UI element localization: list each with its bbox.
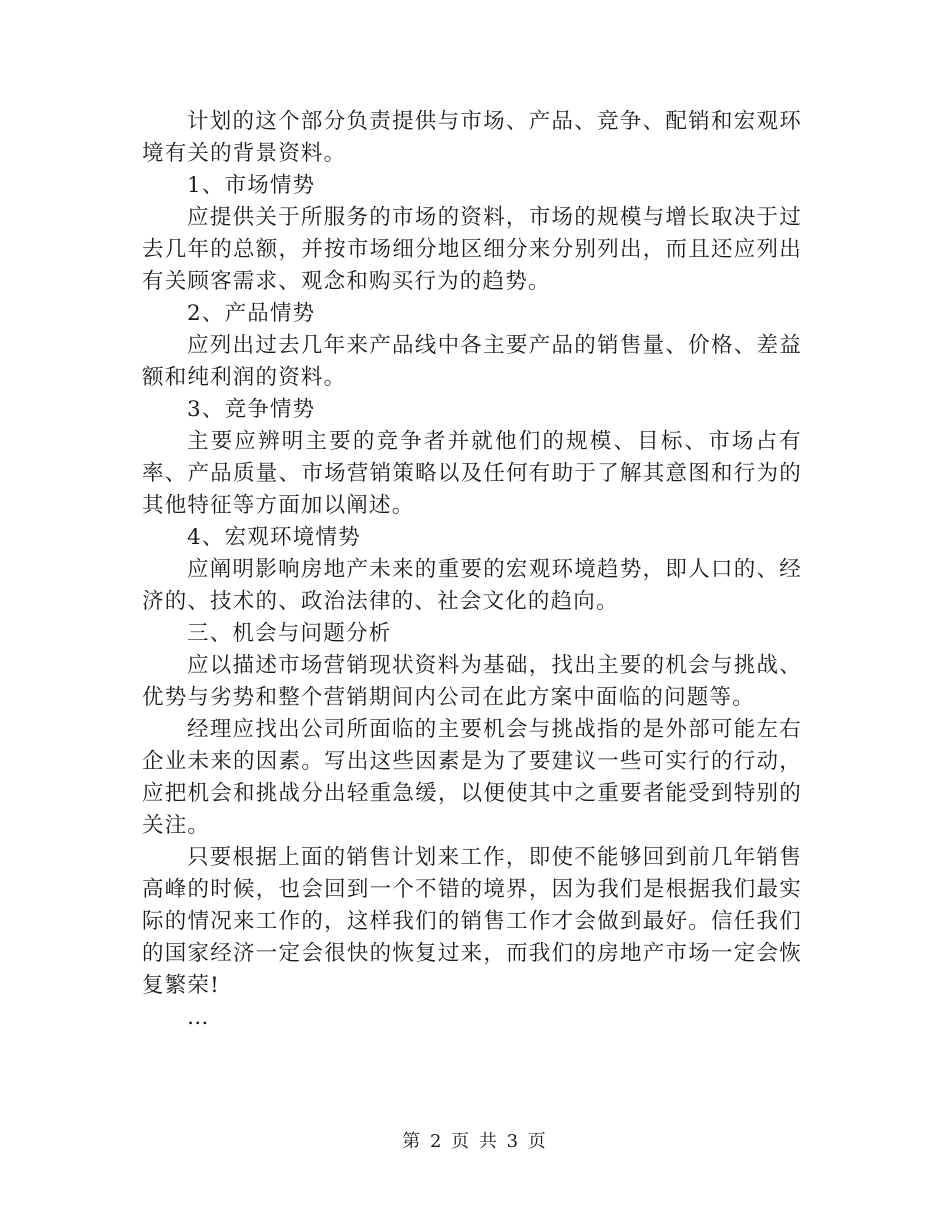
- paragraph-conclusion: 只要根据上面的销售计划来工作，即使不能够回到前几年销售高峰的时候，也会回到一个不错的境界，因为我们是根据我们最实际的情况来工作的，这样我们的销售工作才会做到最好。信任我们的国家经济一定会很快的恢复过来，而我们的房地产市场一定会恢复繁荣!: [142, 845, 802, 998]
- heading-opportunity-analysis: 三、机会与问题分析: [187, 621, 392, 646]
- paragraph-product-situation: 应列出过去几年来产品线中各主要产品的销售量、价格、差益额和纯利润的资料。: [142, 333, 802, 390]
- heading-market-situation: 1、市场情势: [187, 173, 316, 198]
- paragraph-competition-situation: 主要应辨明主要的竞争者并就他们的规模、目标、市场占有率、产品质量、市场营销策略以及任何有助于了解其意图和行为的其他特征等方面加以阐述。: [142, 429, 802, 518]
- paragraph-intro: 计划的这个部分负责提供与市场、产品、竞争、配销和宏观环境有关的背景资料。: [142, 109, 802, 166]
- heading-competition-situation: 3、竞争情势: [187, 397, 316, 422]
- paragraph-opportunity-analysis: 应以描述市场营销现状资料为基础，找出主要的机会与挑战、优势与劣势和整个营销期间内公司在此方案中面临的问题等。: [142, 653, 802, 710]
- document-body: [142, 106, 802, 1034]
- heading-macro-environment: 4、宏观环境情势: [187, 525, 361, 550]
- paragraph-manager-factors: 经理应找出公司所面临的主要机会与挑战指的是外部可能左右企业未来的因素。写出这些因素是为了要建议一些可实行的行动，应把机会和挑战分出轻重急缓，以便使其中之重要者能受到特别的关注。: [142, 717, 802, 838]
- ellipsis-continuation: …: [187, 1005, 210, 1030]
- heading-product-situation: 2、产品情势: [187, 301, 316, 326]
- paragraph-macro-environment: 应阐明影响房地产未来的重要的宏观环境趋势，即人口的、经济的、技术的、政治法律的、社会文化的趋向。: [142, 557, 802, 614]
- paragraph-market-situation: 应提供关于所服务的市场的资料，市场的规模与增长取决于过去几年的总额，并按市场细分地区细分来分别列出，而且还应列出有关顾客需求、观念和购买行为的趋势。: [142, 205, 802, 294]
- page-number-footer: 第 2 页 共 3 页: [402, 1131, 548, 1152]
